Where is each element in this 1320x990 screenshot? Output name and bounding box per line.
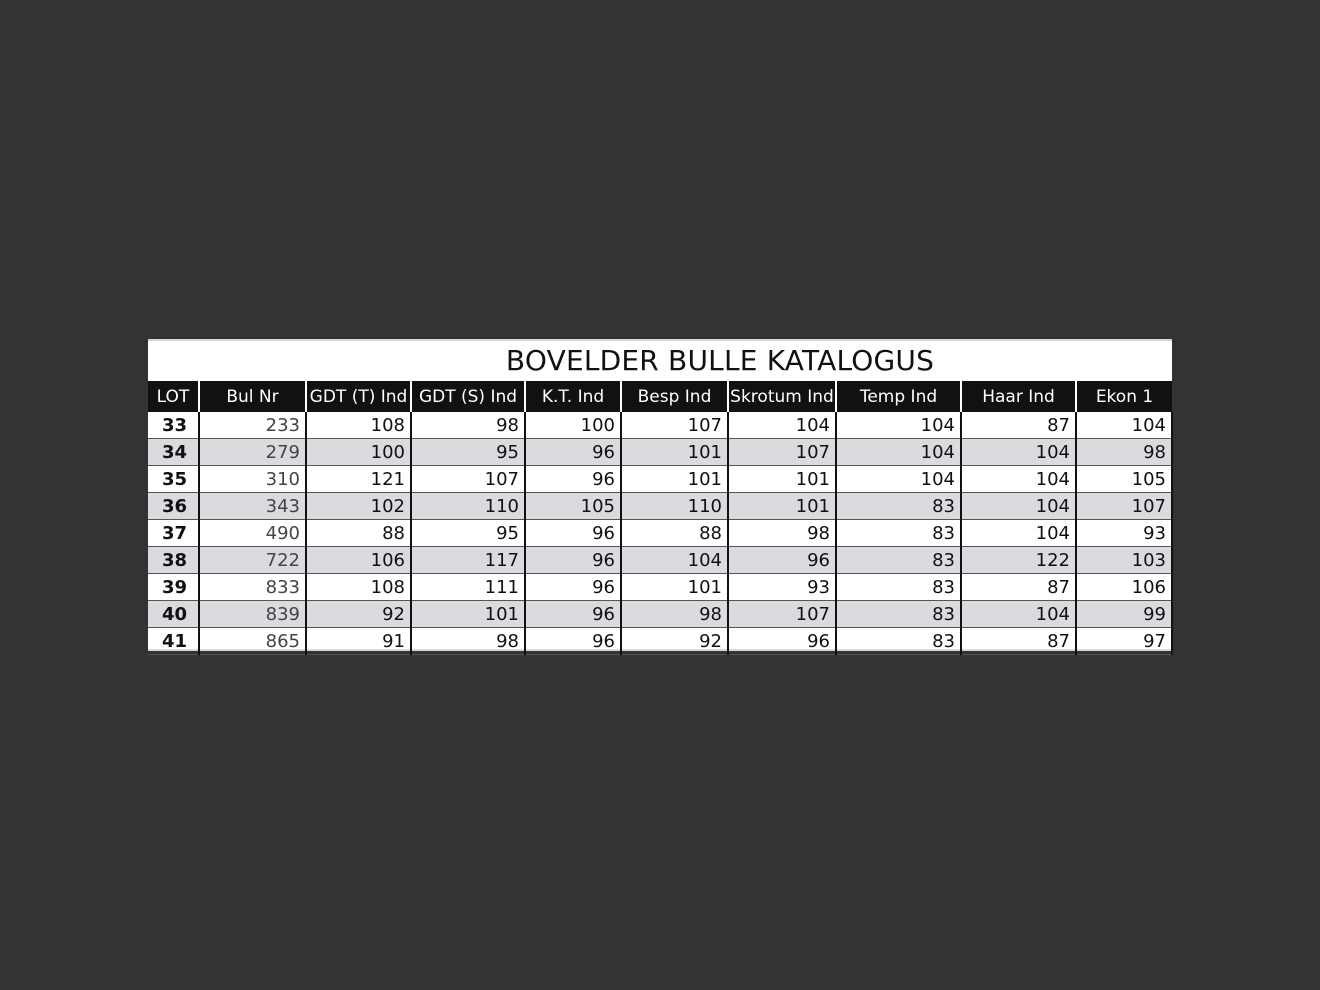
cell-temp-ind: 83 bbox=[836, 547, 961, 574]
table-row bbox=[148, 466, 1172, 493]
cell-lot: 38 bbox=[148, 547, 199, 574]
cell-bul-nr: 233 bbox=[199, 412, 306, 439]
cell-besp-ind: 101 bbox=[621, 439, 728, 466]
cell-ekon-1: 98 bbox=[1076, 439, 1172, 466]
cell-gdt-t-ind: 88 bbox=[306, 520, 411, 547]
cell-ekon-1: 99 bbox=[1076, 601, 1172, 628]
catalog-table-card bbox=[148, 339, 1172, 651]
col-header-kt-ind: K.T. Ind bbox=[525, 381, 621, 412]
cell-temp-ind: 104 bbox=[836, 439, 961, 466]
cell-gdt-s-ind: 98 bbox=[411, 412, 525, 439]
cell-haar-ind: 122 bbox=[961, 547, 1076, 574]
cell-kt-ind: 96 bbox=[525, 574, 621, 601]
cell-haar-ind: 104 bbox=[961, 601, 1076, 628]
table-row bbox=[148, 628, 1172, 655]
cell-gdt-s-ind: 111 bbox=[411, 574, 525, 601]
cell-skrotum-ind: 101 bbox=[728, 466, 836, 493]
cell-gdt-s-ind: 117 bbox=[411, 547, 525, 574]
cell-gdt-s-ind: 95 bbox=[411, 439, 525, 466]
cell-kt-ind: 105 bbox=[525, 493, 621, 520]
cell-ekon-1: 107 bbox=[1076, 493, 1172, 520]
catalog-table bbox=[148, 381, 1173, 655]
cell-besp-ind: 110 bbox=[621, 493, 728, 520]
col-header-gdt-s-ind: GDT (S) Ind bbox=[411, 381, 525, 412]
cell-lot: 37 bbox=[148, 520, 199, 547]
cell-gdt-s-ind: 101 bbox=[411, 601, 525, 628]
cell-lot: 39 bbox=[148, 574, 199, 601]
cell-skrotum-ind: 93 bbox=[728, 574, 836, 601]
table-row bbox=[148, 439, 1172, 466]
cell-ekon-1: 93 bbox=[1076, 520, 1172, 547]
cell-skrotum-ind: 104 bbox=[728, 412, 836, 439]
catalog-title: BOVELDER BULLE KATALOGUS bbox=[505, 344, 935, 377]
cell-skrotum-ind: 107 bbox=[728, 601, 836, 628]
cell-gdt-s-ind: 110 bbox=[411, 493, 525, 520]
table-row bbox=[148, 520, 1172, 547]
cell-haar-ind: 104 bbox=[961, 466, 1076, 493]
cell-temp-ind: 83 bbox=[836, 601, 961, 628]
cell-bul-nr: 279 bbox=[199, 439, 306, 466]
cell-kt-ind: 96 bbox=[525, 628, 621, 655]
cell-besp-ind: 107 bbox=[621, 412, 728, 439]
cell-bul-nr: 310 bbox=[199, 466, 306, 493]
col-header-besp-ind: Besp Ind bbox=[621, 381, 728, 412]
cell-ekon-1: 106 bbox=[1076, 574, 1172, 601]
col-header-temp-ind: Temp Ind bbox=[836, 381, 961, 412]
cell-skrotum-ind: 96 bbox=[728, 628, 836, 655]
col-header-ekon-1: Ekon 1 bbox=[1076, 381, 1172, 412]
table-row bbox=[148, 547, 1172, 574]
cell-kt-ind: 100 bbox=[525, 412, 621, 439]
cell-lot: 36 bbox=[148, 493, 199, 520]
col-header-lot: LOT bbox=[148, 381, 199, 412]
cell-gdt-s-ind: 98 bbox=[411, 628, 525, 655]
cell-gdt-t-ind: 108 bbox=[306, 412, 411, 439]
cell-ekon-1: 104 bbox=[1076, 412, 1172, 439]
cell-haar-ind: 104 bbox=[961, 520, 1076, 547]
cell-haar-ind: 87 bbox=[961, 574, 1076, 601]
cell-gdt-s-ind: 95 bbox=[411, 520, 525, 547]
cell-ekon-1: 97 bbox=[1076, 628, 1172, 655]
cell-skrotum-ind: 98 bbox=[728, 520, 836, 547]
col-header-skrotum-ind: Skrotum Ind bbox=[728, 381, 836, 412]
col-header-haar-ind: Haar Ind bbox=[961, 381, 1076, 412]
table-row bbox=[148, 601, 1172, 628]
cell-haar-ind: 104 bbox=[961, 439, 1076, 466]
cell-haar-ind: 87 bbox=[961, 628, 1076, 655]
cell-besp-ind: 98 bbox=[621, 601, 728, 628]
header-row bbox=[148, 381, 1172, 412]
cell-kt-ind: 96 bbox=[525, 601, 621, 628]
cell-temp-ind: 83 bbox=[836, 493, 961, 520]
cell-bul-nr: 343 bbox=[199, 493, 306, 520]
cell-lot: 41 bbox=[148, 628, 199, 655]
cell-gdt-s-ind: 107 bbox=[411, 466, 525, 493]
cell-kt-ind: 96 bbox=[525, 547, 621, 574]
cell-gdt-t-ind: 100 bbox=[306, 439, 411, 466]
cell-skrotum-ind: 96 bbox=[728, 547, 836, 574]
table-row bbox=[148, 412, 1172, 439]
cell-gdt-t-ind: 102 bbox=[306, 493, 411, 520]
cell-bul-nr: 490 bbox=[199, 520, 306, 547]
cell-besp-ind: 88 bbox=[621, 520, 728, 547]
cell-ekon-1: 103 bbox=[1076, 547, 1172, 574]
col-header-bul-nr: Bul Nr bbox=[199, 381, 306, 412]
cell-bul-nr: 839 bbox=[199, 601, 306, 628]
cell-haar-ind: 87 bbox=[961, 412, 1076, 439]
cell-ekon-1: 105 bbox=[1076, 466, 1172, 493]
cell-gdt-t-ind: 106 bbox=[306, 547, 411, 574]
cell-bul-nr: 722 bbox=[199, 547, 306, 574]
cell-temp-ind: 104 bbox=[836, 466, 961, 493]
cell-lot: 40 bbox=[148, 601, 199, 628]
col-header-gdt-t-ind: GDT (T) Ind bbox=[306, 381, 411, 412]
cell-bul-nr: 865 bbox=[199, 628, 306, 655]
cell-gdt-t-ind: 108 bbox=[306, 574, 411, 601]
cell-besp-ind: 101 bbox=[621, 574, 728, 601]
cell-temp-ind: 104 bbox=[836, 412, 961, 439]
cell-skrotum-ind: 107 bbox=[728, 439, 836, 466]
cell-besp-ind: 104 bbox=[621, 547, 728, 574]
cell-temp-ind: 83 bbox=[836, 574, 961, 601]
cell-gdt-t-ind: 91 bbox=[306, 628, 411, 655]
cell-lot: 34 bbox=[148, 439, 199, 466]
table-row bbox=[148, 574, 1172, 601]
cell-lot: 35 bbox=[148, 466, 199, 493]
cell-kt-ind: 96 bbox=[525, 439, 621, 466]
cell-gdt-t-ind: 92 bbox=[306, 601, 411, 628]
cell-temp-ind: 83 bbox=[836, 628, 961, 655]
cell-skrotum-ind: 101 bbox=[728, 493, 836, 520]
cell-kt-ind: 96 bbox=[525, 466, 621, 493]
cell-gdt-t-ind: 121 bbox=[306, 466, 411, 493]
cell-bul-nr: 833 bbox=[199, 574, 306, 601]
cell-besp-ind: 101 bbox=[621, 466, 728, 493]
cell-kt-ind: 96 bbox=[525, 520, 621, 547]
table-row bbox=[148, 493, 1172, 520]
cell-lot: 33 bbox=[148, 412, 199, 439]
cell-haar-ind: 104 bbox=[961, 493, 1076, 520]
cell-besp-ind: 92 bbox=[621, 628, 728, 655]
cell-temp-ind: 83 bbox=[836, 520, 961, 547]
